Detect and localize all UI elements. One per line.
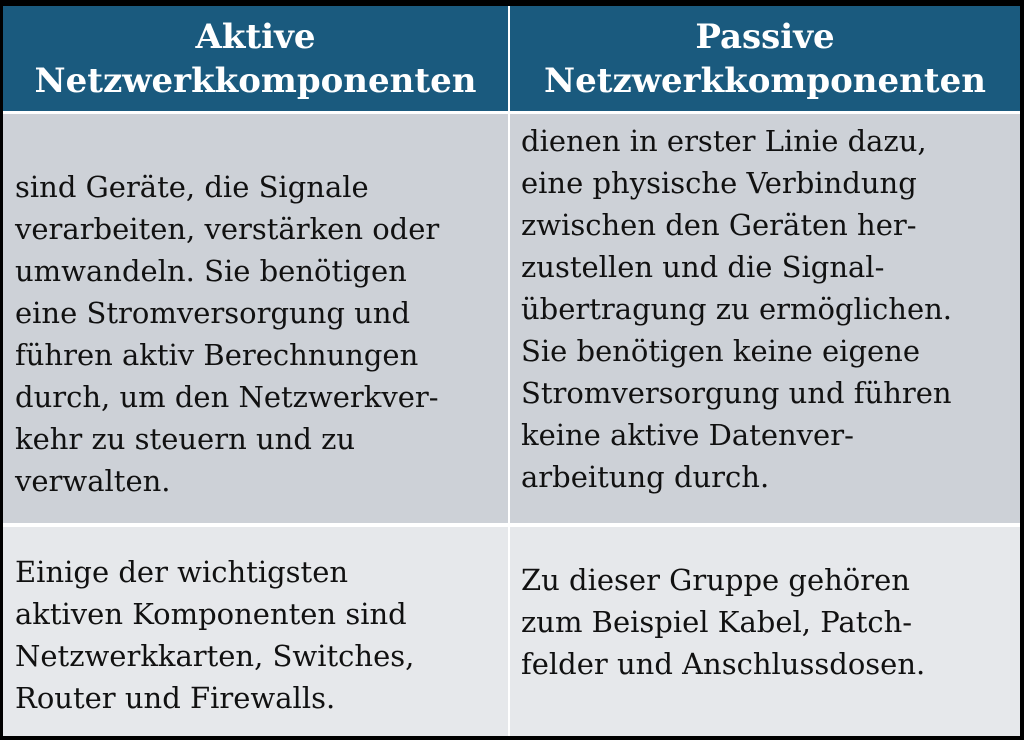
header-active-components <box>3 6 510 114</box>
header-active-label: Aktive Netzwerkkomponenten <box>34 16 477 101</box>
comparison-table <box>3 6 1020 736</box>
header-passive-components <box>510 6 1020 114</box>
passive-examples-text: Zu dieser Gruppe gehören zum Beispiel Kabel, Patch- felder und Anschlussdosen. <box>521 563 926 681</box>
cell-active-examples <box>3 527 510 736</box>
cell-passive-examples <box>510 527 1020 736</box>
active-definition-text: sind Geräte, die Signale verarbeiten, verstärken oder umwandeln. Sie benötigen eine Stromversorgung und führen aktiv Berechnungen durch, um den Netzwerkver- kehr zu steuern und zu verwalten. <box>15 169 440 498</box>
passive-definition-text: dienen in erster Linie dazu, eine physische Verbindung zwischen den Geräten her- zustellen und die Signal- übertragung zu ermöglichen. Sie benötigen keine eigene Stromversorgung und führen keine aktive Datenver- arbeitung durch. <box>521 124 953 494</box>
cell-active-definition <box>3 114 510 527</box>
active-examples-text: Einige der wichtigsten aktiven Komponenten sind Netzwerkkarten, Switches, Router und Firewalls. <box>15 554 415 715</box>
cell-passive-definition <box>510 114 1020 527</box>
header-passive-label: Passive Netzwerkkomponenten <box>544 16 986 101</box>
